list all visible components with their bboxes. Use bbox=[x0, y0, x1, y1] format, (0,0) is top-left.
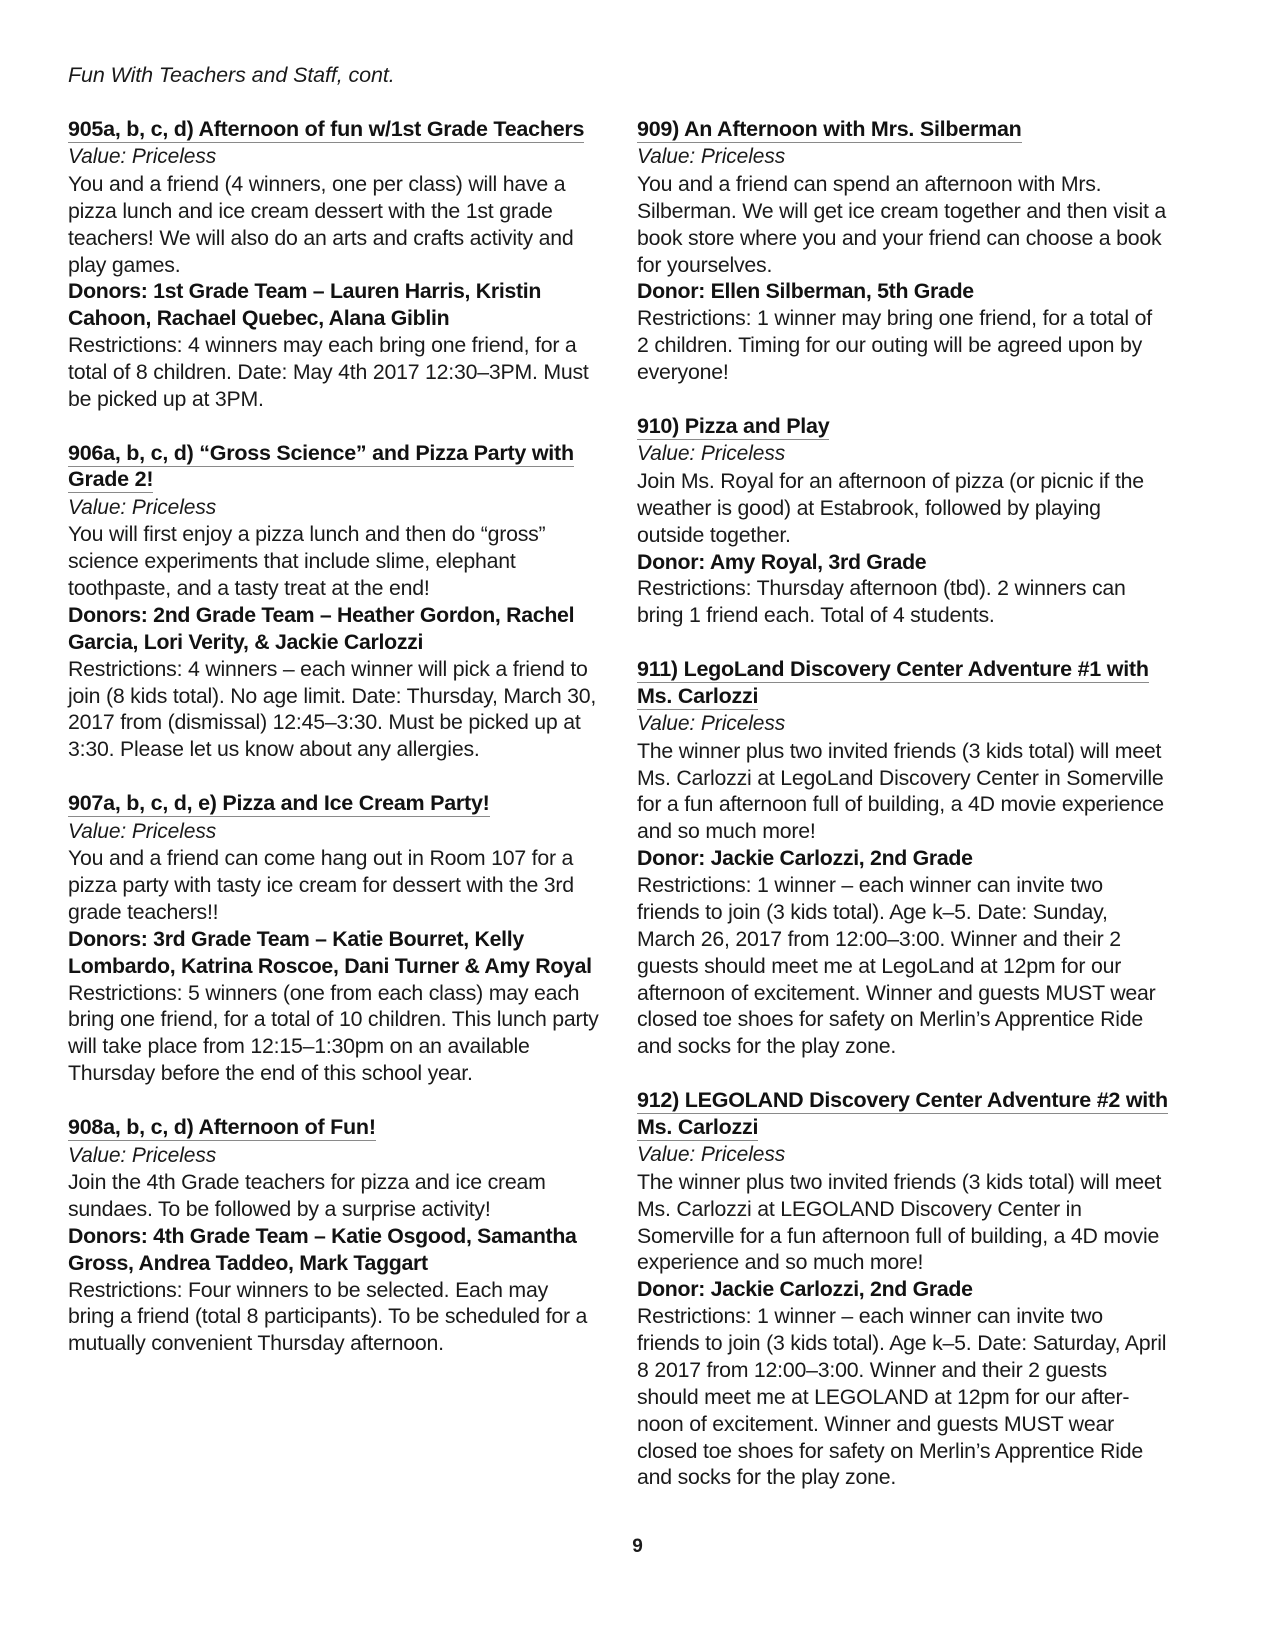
auction-item-donor: Donor: Jackie Carlozzi, 2nd Grade bbox=[637, 1277, 973, 1302]
auction-item-title-text: 907a, b, c, d, e) Pizza and Ice Cream Party! bbox=[68, 791, 490, 816]
auction-item-value: Value: Priceless bbox=[637, 1143, 786, 1167]
auction-item-restrictions: Restrictions: Thursday afternoon (tbd). 2 winners can bring 1 friend each. Total of 4 students. bbox=[637, 576, 1126, 628]
auction-item-title bbox=[637, 656, 1168, 709]
auction-item-description: You will first enjoy a pizza lunch and then do “gross” science experiments that include slime, elephant toothpaste, and a tasty treat at the end! bbox=[68, 522, 546, 601]
auction-item-restrictions: Restrictions: 4 winners may each bring one friend, for a total of 8 children. Date: May 4th 2017 12:30–3PM. Must be picked up at 3PM. bbox=[68, 333, 589, 411]
auction-item-description: Join Ms. Royal for an afternoon of pizza (or picnic if the weather is good) at Estabrook, followed by playing outside together. bbox=[637, 468, 1144, 547]
auction-item-title-text: 911) LegoLand Discovery Center Adventure #1 with Ms. Carlozzi bbox=[637, 657, 1149, 708]
page-number: 9 bbox=[632, 1536, 643, 1557]
auction-item-restrictions: Restrictions: 5 winners (one from each class) may each bring one friend, for a total of 10 children. This lunch party will take place from 12:15–1:30pm on an available Thursday before the end of this school year. bbox=[68, 980, 599, 1086]
auction-item-donor: Donor: Amy Royal, 3rd Grade bbox=[637, 549, 927, 574]
auction-item bbox=[637, 656, 1168, 1060]
auction-item-description: You and a friend (4 winners, one per class) will have a pizza lunch and ice cream dessert with the 1st grade teachers! We will also do an arts and crafts activity and play games. bbox=[68, 171, 574, 277]
auction-item bbox=[637, 116, 1168, 386]
auction-item-title-text: 905a, b, c, d) Afternoon of fun w/1st Grade Teachers bbox=[68, 116, 585, 141]
auction-item-title-text: 909) An Afternoon with Mrs. Silberman bbox=[637, 116, 1022, 141]
auction-item-value: Value: Priceless bbox=[68, 495, 217, 519]
auction-item bbox=[637, 413, 1168, 629]
auction-item-donor: Donor: Ellen Silberman, 5th Grade bbox=[637, 279, 974, 304]
auction-item-title-text: 906a, b, c, d) “Gross Science” and Pizza Party with Grade 2! bbox=[68, 440, 574, 492]
auction-item-title bbox=[637, 1087, 1168, 1140]
auction-item bbox=[637, 1087, 1168, 1491]
auction-item-title bbox=[68, 116, 599, 143]
auction-item-description: The winner plus two invited friends (3 kids total) will meet Ms. Carlozzi at LEGOLAND Discovery Center in Somerville for a fun afternoon full of building, a 4D movie experience and so much more! bbox=[637, 1169, 1162, 1275]
auction-item-title bbox=[68, 1114, 599, 1141]
auction-item-restrictions: Restrictions: 4 winners – each winner will pick a friend to join (8 kids total). No age limit. Date: Thursday, March 30, 2017 from (dismissal) 12:45–3:30. Must be picked up at 3:30. Please let us know about any allergies. bbox=[68, 656, 597, 762]
running-head: Fun With Teachers and Staff, cont. bbox=[68, 63, 395, 87]
auction-item-value: Value: Priceless bbox=[68, 145, 217, 169]
auction-item-value: Value: Priceless bbox=[68, 819, 217, 843]
auction-item bbox=[68, 440, 599, 763]
two-column-layout bbox=[68, 116, 1167, 1491]
auction-item-restrictions: Restrictions: Four winners to be selected. Each may bring a friend (total 8 participants). To be scheduled for a mutually convenient Thursday afternoon. bbox=[68, 1277, 588, 1356]
auction-item-donor: Donors: 1st Grade Team – Lauren Harris, Kristin Cahoon, Rachael Quebec, Alana Giblin bbox=[68, 279, 542, 331]
auction-item-description: Join the 4th Grade teachers for pizza and ice cream sundaes. To be followed by a surprise activity! bbox=[68, 1170, 546, 1221]
auction-item-value: Value: Priceless bbox=[637, 712, 786, 736]
right-column bbox=[637, 116, 1168, 1491]
auction-item-value: Value: Priceless bbox=[637, 145, 786, 169]
auction-item-value: Value: Priceless bbox=[68, 1143, 217, 1167]
auction-item-restrictions: Restrictions: 1 winner may bring one friend, for a total of 2 children. Timing for our outing will be agreed upon by everyone! bbox=[637, 306, 1152, 385]
auction-item-donor: Donors: 4th Grade Team – Katie Osgood, Samantha Gross, Andrea Taddeo, Mark Taggart bbox=[68, 1223, 577, 1275]
auction-item-donor: Donors: 3rd Grade Team – Katie Bourret, Kelly Lombardo, Katrina Roscoe, Dani Turner & Amy Royal bbox=[68, 926, 592, 978]
auction-item-title-text: 910) Pizza and Play bbox=[637, 413, 830, 438]
auction-item-title bbox=[637, 116, 1168, 143]
auction-item-title bbox=[68, 440, 599, 493]
auction-item-title bbox=[68, 790, 599, 817]
auction-item bbox=[68, 790, 599, 1087]
auction-item-donor: Donors: 2nd Grade Team – Heather Gordon, Rachel Garcia, Lori Verity, & Jackie Carlozzi bbox=[68, 602, 575, 654]
auction-item-title-text: 912) LEGOLAND Discovery Center Adventure #2 with Ms. Carlozzi bbox=[637, 1088, 1168, 1139]
auction-item-value: Value: Priceless bbox=[637, 442, 786, 466]
auction-item-description: You and a friend can come hang out in Room 107 for a pizza party with tasty ice cream for dessert with the 3rd grade teachers!! bbox=[68, 846, 574, 924]
auction-item-restrictions: Restrictions: 1 winner – each winner can invite two friends to join (3 kids total). Age k–5. Date: Sunday, March 26, 2017 from 12:00–3:00. Winner and their 2 guests should meet me at LegoLand at 12pm for our afternoon of excitement. Winner and guests MUST wear closed toe shoes for safety on Merlin’s Apprentice Ride and socks for the play zone. bbox=[637, 873, 1156, 1059]
auction-item-title-text: 908a, b, c, d) Afternoon of Fun! bbox=[68, 1115, 376, 1140]
auction-item bbox=[68, 116, 599, 413]
auction-item-description: You and a friend can spend an afternoon with Mrs. Silberman. We will get ice cream together and then visit a book store where you and your friend can choose a book for yourselves. bbox=[637, 171, 1166, 277]
auction-item bbox=[68, 1114, 599, 1357]
auction-item-restrictions: Restrictions: 1 winner – each winner can invite two friends to join (3 kids total). Age k–5. Date: Saturday, April 8 2017 from 12:00–3:00. Winner and their 2 guests should meet me at LEGOLAND at 12pm for our after-noon of excitement. Winner and guests MUST wear closed toe shoes for safety on Merlin’s Apprentice Ride and socks for the play zone. bbox=[637, 1304, 1167, 1490]
left-column bbox=[68, 116, 599, 1357]
auction-item-title bbox=[637, 413, 1168, 440]
auction-item-donor: Donor: Jackie Carlozzi, 2nd Grade bbox=[637, 846, 973, 871]
auction-item-description: The winner plus two invited friends (3 kids total) will meet Ms. Carlozzi at LegoLand Discovery Center in Somerville for a fun afternoon full of building, a 4D movie experience and so much more! bbox=[637, 738, 1164, 844]
